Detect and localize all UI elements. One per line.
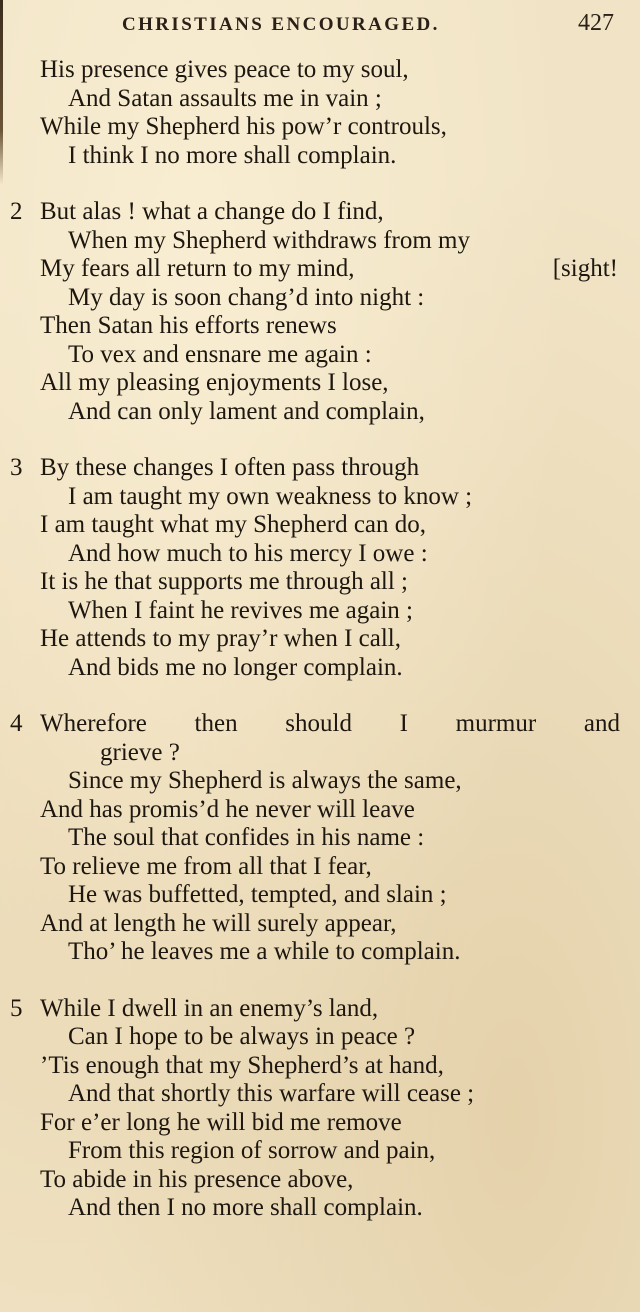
stanza-5-line: To abide in his presence above, (40, 1165, 354, 1193)
turnover-word: [sight! (552, 255, 618, 282)
stanza-3-line: I am taught my own weakness to know ; (68, 482, 473, 510)
stanza-2-line: My day is soon chang’d into night : (68, 283, 425, 311)
verse-line-text: While I dwell in an enemy’s land, (40, 994, 379, 1022)
stanza-4-line: Since my Shepherd is always the same, (68, 767, 462, 794)
stanza-2-line (0, 255, 640, 284)
stanza-4-line: And has promis’d he never will leave (40, 795, 415, 823)
stanza-5-line: ’Tis enough that my Shepherd’s at hand, (40, 1051, 444, 1079)
verse-line-text: But alas ! what a change do I find, (40, 198, 384, 225)
verse-line-text: My fears all return to my mind, (40, 255, 355, 282)
verse-line: I think I no more shall complain. (68, 141, 397, 169)
stanza-5-line: And that shortly this warfare will cease ; (68, 1080, 475, 1107)
verse-word: I (399, 710, 408, 737)
verse-line-text: By these changes I often pass through (40, 454, 420, 481)
stanza-2-line (0, 198, 640, 227)
stanza-2-line: Then Satan his efforts renews (40, 312, 337, 339)
stanza-5-line (0, 995, 640, 1024)
stanza-3-line: When I faint he revives me again ; (68, 596, 413, 624)
stanza-3-line: It is he that supports me through all ; (40, 568, 409, 595)
stanza-3-line (0, 454, 640, 483)
stanza-4-line: And at length he will surely appear, (40, 909, 397, 937)
stanza-3-line: He attends to my pray’r when I call, (40, 625, 401, 652)
stanza-5-line: From this region of sorrow and pain, (68, 1137, 436, 1164)
verse-word: then (194, 710, 238, 737)
stanza-number: 4 (10, 710, 23, 737)
verse-line: His presence gives peace to my soul, (40, 56, 409, 83)
verse-word: Wherefore (40, 710, 147, 737)
stanza-5-line: Can I hope to be always in peace ? (68, 1023, 416, 1050)
stanza-2-line: And can only lament and complain, (68, 397, 425, 425)
stanza-2-line: To vex and ensnare me again : (68, 340, 372, 368)
stanza-2-line: When my Shepherd withdraws from my (68, 226, 471, 254)
verse-line: While my Shepherd his pow’r controuls, (40, 113, 447, 140)
verse-word: murmur (455, 710, 537, 737)
stanza-number: 3 (10, 454, 23, 481)
stanza-4-line: The soul that confides in his name : (68, 824, 425, 851)
stanza-4-line: To relieve me from all that I fear, (40, 852, 372, 880)
stanza-4-line: grieve ? (100, 738, 180, 766)
stanza-4-line: Tho’ he leaves me a while to complain. (68, 938, 461, 965)
stanza-5-line: For e’er long he will bid me remove (40, 1108, 402, 1136)
page-number: 427 (578, 10, 614, 36)
stanza-number: 5 (10, 994, 23, 1022)
stanza-number: 2 (10, 198, 23, 225)
stanza-4-line: He was buffetted, tempted, and slain ; (68, 881, 447, 908)
stanza-3-line: And bids me no longer complain. (68, 653, 403, 681)
running-title: CHRISTIANS ENCOURAGED. (122, 14, 440, 35)
stanza-2-line: All my pleasing enjoyments I lose, (40, 369, 389, 396)
verse-word: should (285, 710, 352, 737)
verse-word: and (583, 710, 620, 737)
stanza-3-line: And how much to his mercy I owe : (68, 539, 428, 567)
stanza-3-line: I am taught what my Shepherd can do, (40, 511, 427, 538)
stanza-4-line (0, 710, 640, 739)
hymn-text (0, 56, 640, 1223)
verse-line: And Satan assaults me in vain ; (68, 84, 382, 112)
stanza-5-line: And then I no more shall complain. (68, 1194, 423, 1221)
